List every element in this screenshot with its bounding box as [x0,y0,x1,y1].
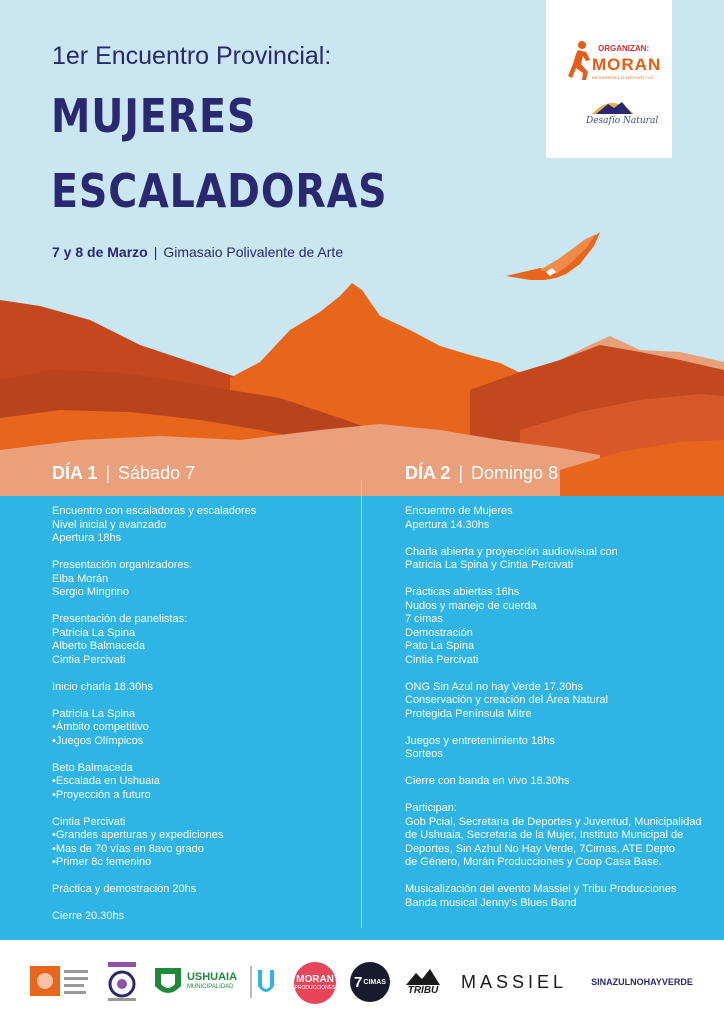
siete-cimas-logo [350,962,390,1002]
day1-line: Inicio charla 18.30hs [52,680,153,693]
day2-line: Conservación y creación del Área Natural [405,694,608,706]
day2-line: Banda musical Jenny's Blues Band [405,896,577,909]
event-date-venue [52,244,343,260]
day1-label: DÍA 1 [52,463,98,483]
sports-institute-logo [248,964,284,1000]
day2-line: de Ushuaia, Secretaria de la Mujer, Instituto Municipal de [405,829,684,841]
day1-line: Apertura 18hs [52,532,122,544]
sinazul-text: SINAZULNOHAYVERDE [591,977,693,987]
day1-line: Práctica y demostración 20hs [52,883,197,895]
sponsors-footer [0,940,724,1024]
day2-line: 7 cimas [405,613,443,625]
day2-heading [405,463,558,484]
day1-block [52,883,352,897]
day2-date: Domingo 8 [471,463,559,483]
day1-block [52,762,352,803]
day1-line: Patricia La Spina [52,626,136,639]
day1-block [52,708,352,749]
day1-schedule [52,505,352,937]
day2-label: DÍA 2 [405,463,451,483]
day1-line: Patricia La Spina [52,707,136,720]
day1-line: Sergio Mingrino [52,586,130,598]
day1-line: •Mas de 70 vías en 8avo grado [52,842,204,855]
separator: | [153,244,158,260]
day2-block [405,883,705,910]
day2-line: Gob Pcial, Secretaria de Deportes y Juventud, Municipalidad [405,815,702,828]
ushuaia-subtext: MUNICIPALIDAD [186,984,234,990]
moran-producciones-text: MORAN [296,974,334,985]
day1-block [52,505,352,546]
day1-line: Presentación organizadores: [52,559,193,571]
day1-line: •Juegos Olímpicos [52,734,144,747]
day1-line: •Proyección a futuro [52,788,151,801]
condor-bird-illustration [500,228,604,288]
day2-separator: | [458,463,464,483]
day1-block [52,816,352,870]
day1-heading [52,463,195,484]
day2-line: Apertura 14.30hs [405,518,490,531]
day1-block [52,559,352,600]
moran-logo-text: MORAN [592,55,662,74]
day2-line: Prácticas abiertas 16hs [405,586,520,598]
ate-icon [104,960,140,1004]
day1-date: Sábado 7 [118,463,196,483]
day1-line: Presentación de panelistas: [52,613,188,625]
day2-line: Patricia La Spina y Cintia Percivati [405,559,574,571]
day2-line: Juegos y entretenimiento 18hs [405,734,555,747]
day1-line: •Ámbito competitivo [52,721,149,733]
day1-line: Alberto Balmaceda [52,640,145,652]
day2-line: Musicalización del evento Massiel y Tribu Producciones [405,883,677,895]
day2-line: Participan: [405,802,457,814]
moran-logo-subtext: DESARROLLO DEPORTIVO [592,75,654,80]
day2-line: Cintia Percivati [405,653,479,666]
day1-line: •Primer 8c femenino [52,856,152,868]
event-subtitle: 1er Encuentro Provincial: [52,42,332,70]
tribu-producciones-logo [402,962,444,1002]
desafio-natural-text: Desafío Natural [586,116,659,126]
moran-producciones-subtext: PRODUCCIONES [294,985,336,991]
column-divider [361,480,362,928]
day1-line: Nivel inicial y avanzado [52,518,167,531]
day2-line: Sorteos [405,748,443,760]
day2-line: Charla abierta y proyección audiovisual con [405,545,618,558]
day1-line: Cintia Percivati [52,815,126,828]
massiel-logo [456,970,572,994]
day2-line: Deportes, Sin Azhul No Hay Verde, 7Cimas, ATE Depto [405,842,676,855]
day2-line: de Género, Morán Producciones y Coop Casa Base. [405,856,662,868]
day2-block [405,546,705,573]
runner-icon [568,40,592,84]
massiel-text: MASSIEL [460,971,568,992]
day2-block [405,681,705,722]
day1-line: Elba Morán [52,572,109,585]
event-venue: Gimasaio Polivalente de Arte [163,244,344,260]
ate-genero-logo [104,960,140,1004]
tierra-del-fuego-logo [30,962,90,1002]
gov-shield-icon [30,962,90,1002]
cimas-number: 7 [354,973,363,991]
cimas-text: CIMAS [363,978,386,986]
day1-line: Cintia Percivati [52,653,126,666]
day1-line: •Escalada en Ushuaia [52,775,160,787]
day1-line: Beto Balmaceda [52,761,133,774]
organizers-logo-box [546,0,672,158]
day2-block [405,802,705,870]
day2-block [405,735,705,762]
day2-line: Pato La Spina [405,640,475,652]
day1-line: Cierre 20.30hs [52,910,125,922]
day1-block [52,910,352,924]
moran-producciones-logo [294,962,336,1004]
tribu-text: TRIBU [407,984,439,996]
day2-block [405,775,705,789]
day2-schedule [405,505,705,924]
day1-block [52,613,352,667]
day1-block [52,681,352,695]
day1-line: Encuentro con escaladoras y escaladores [52,505,257,517]
event-date: 7 y 8 de Marzo [52,244,148,260]
ushuaia-text: USHUAIA [186,971,238,983]
sin-azul-no-hay-verde-logo [582,972,702,992]
day2-block [405,505,705,532]
event-title-line1: MUJERES [51,89,257,143]
day2-line: Protegida Península Mitre [405,707,532,720]
day1-separator: | [105,463,111,483]
ushuaia-municipalidad-logo [150,962,240,1002]
day2-line: Demostración [405,626,473,639]
tribu-mountain-icon [406,969,440,985]
day1-line: •Grandes aperturas y expediciones [52,829,224,841]
day2-line: Nudos y manejo de cuerda [405,599,537,612]
day2-line: Encuentro de Mujeres [405,505,513,517]
desafio-natural-logo [582,96,642,118]
day2-line: Cierre con banda en vivo 18.30hs [405,775,570,787]
day2-block [405,586,705,667]
ushuaia-shield-icon [153,964,183,1000]
day2-line: ONG Sin Azul no hay Verde 17.30hs [405,680,583,693]
event-title-line2: ESCALADORAS [51,164,388,218]
u-icon [248,964,284,1000]
organizers-label: ORGANIZAN: [598,44,650,53]
